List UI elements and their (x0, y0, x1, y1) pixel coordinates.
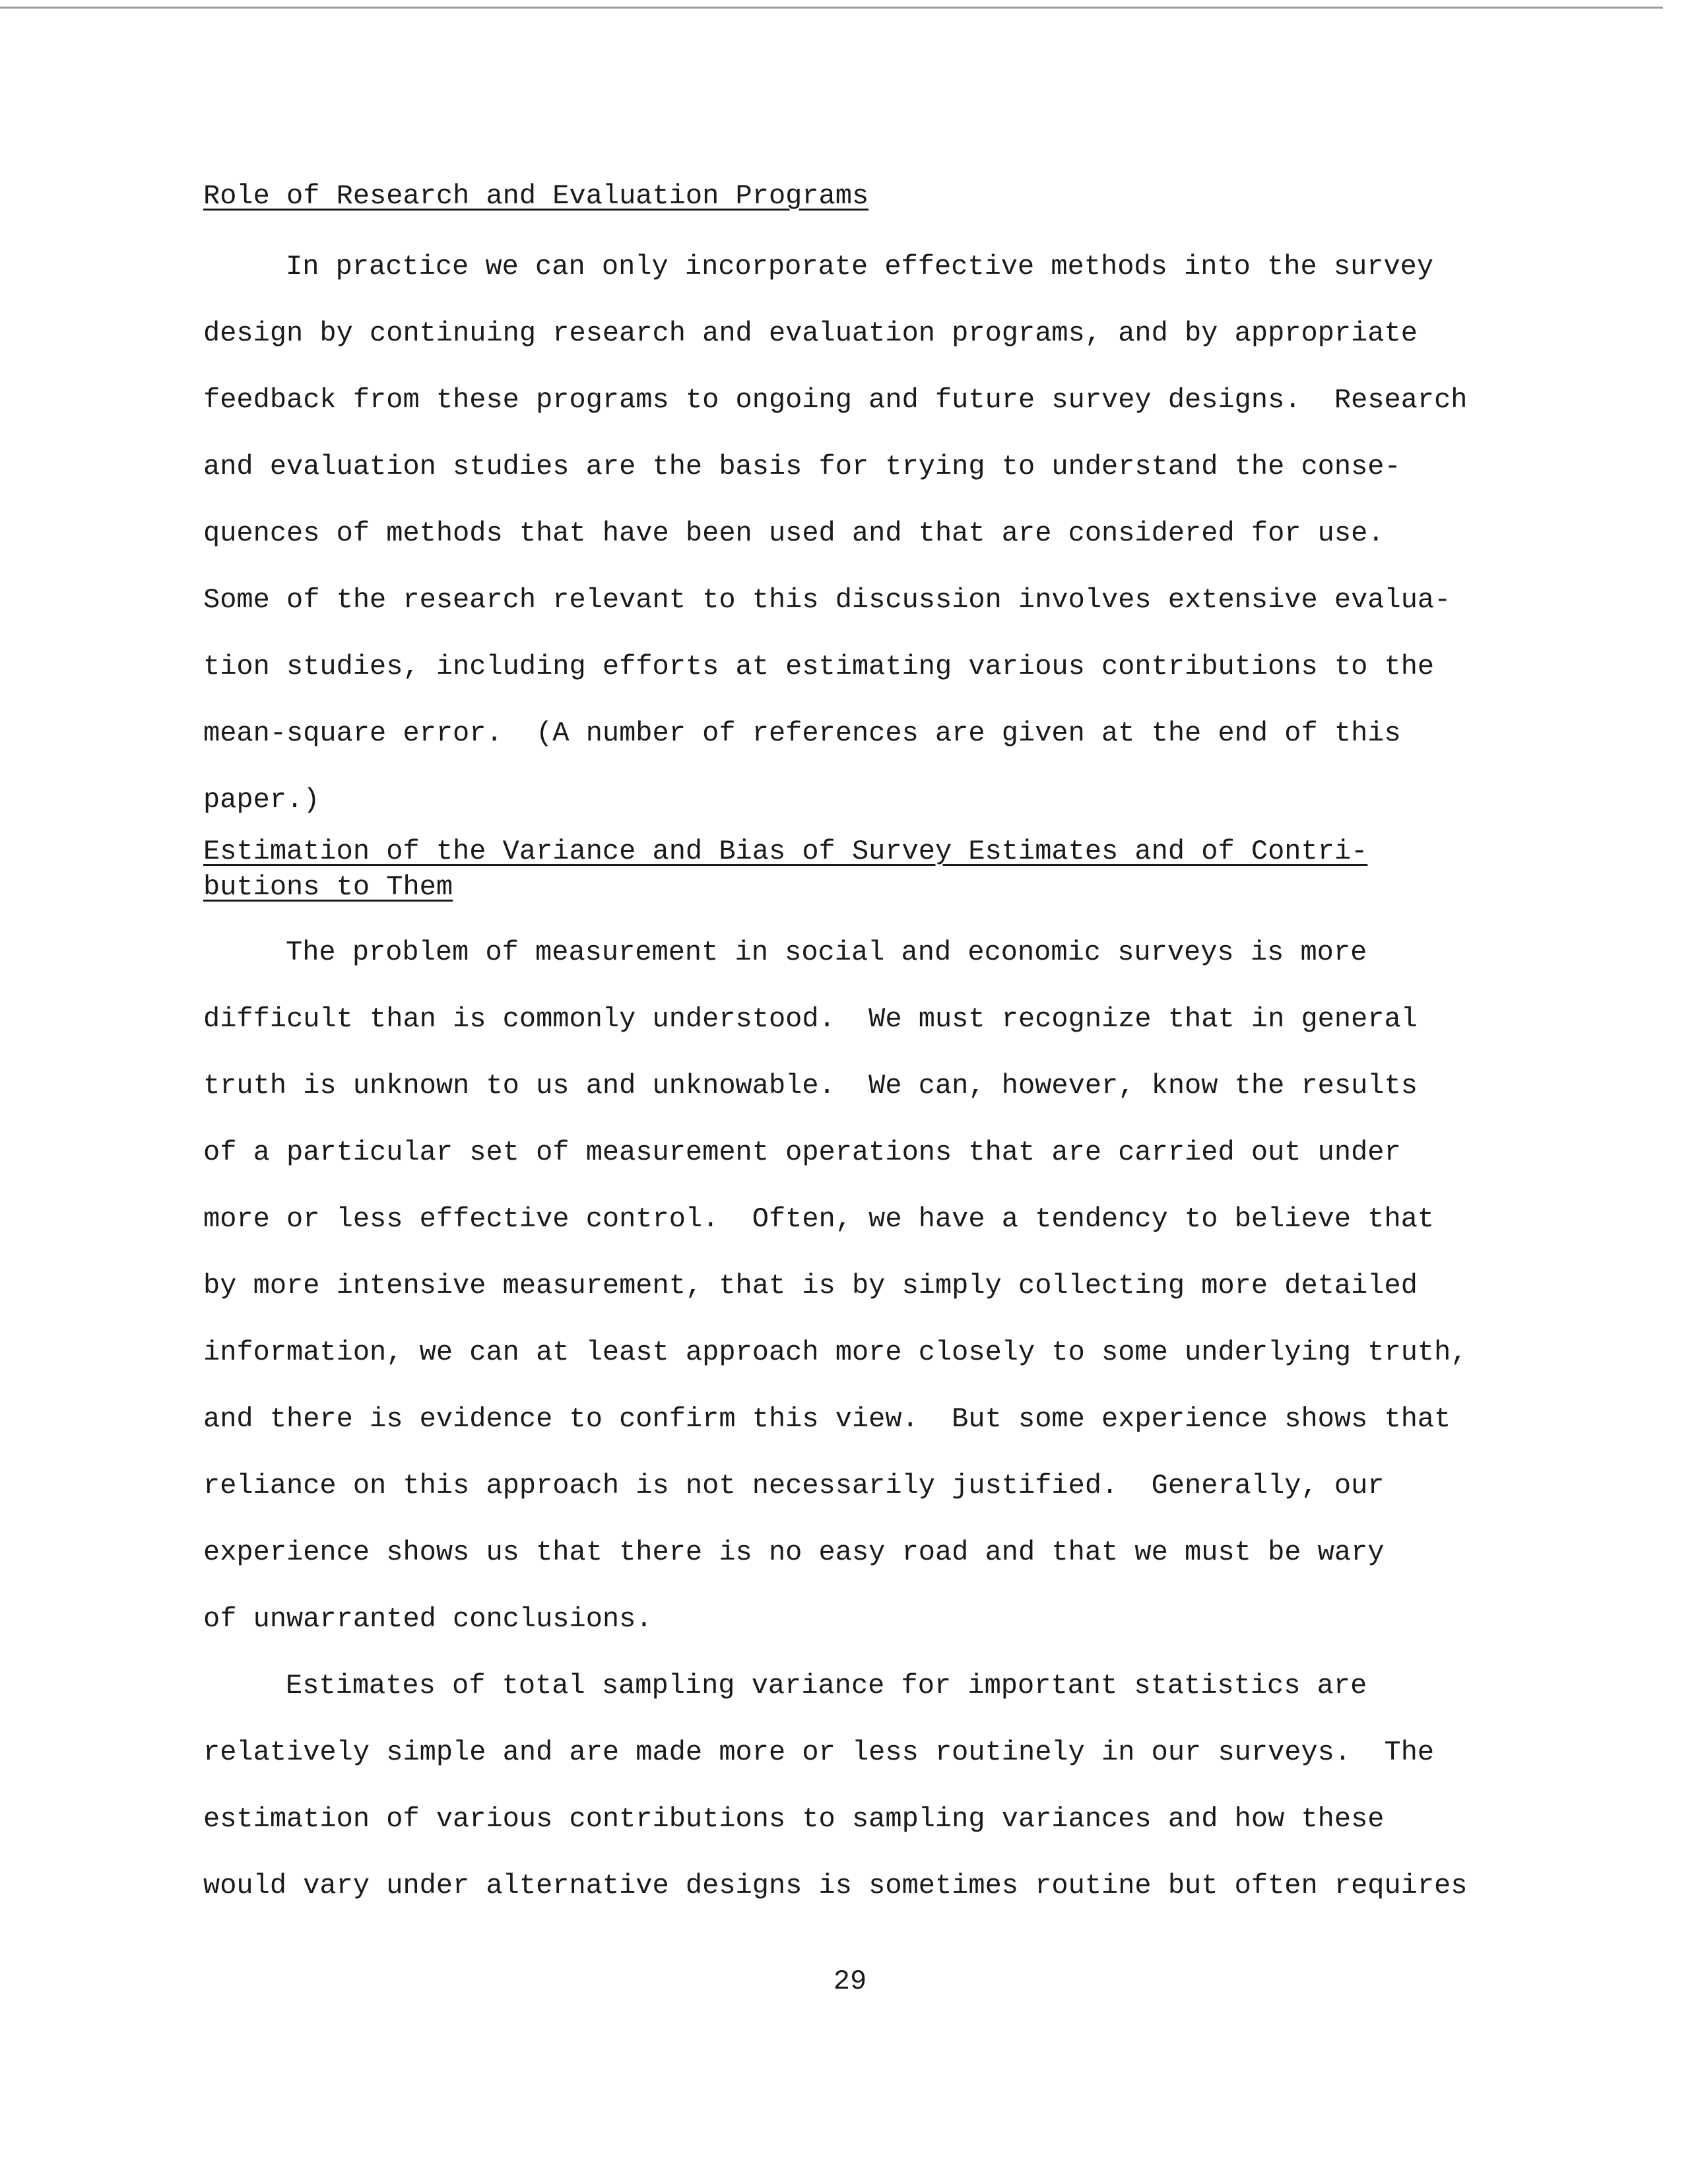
text-line: reliance on this approach is not necessarily justified. Generally, our (203, 1470, 1385, 1502)
paragraph-sampling-variance (203, 1653, 1490, 1919)
text-line: more or less effective control. Often, we have a tendency to believe that (203, 1203, 1435, 1235)
section-heading-line: butions to Them (203, 871, 453, 903)
section-heading-research-evaluation: Role of Research and Evaluation Programs (203, 180, 869, 212)
text-line: The problem of measurement in social and economic surveys is more (286, 937, 1367, 968)
text-line: mean-square error. (A number of references are given at the end of this (203, 717, 1401, 749)
text-line: Some of the research relevant to this discussion involves extensive evalua- (203, 584, 1451, 616)
text-line: tion studies, including efforts at estimating various contributions to the (203, 651, 1435, 682)
text-line: relatively simple and are made more or less routinely in our surveys. The (203, 1737, 1435, 1768)
text-line: estimation of various contributions to sampling variances and how these (203, 1803, 1385, 1835)
text-line: feedback from these programs to ongoing and future survey designs. Research (203, 384, 1468, 416)
text-line: experience shows us that there is no easy road and that we must be wary (203, 1537, 1385, 1568)
text-line: would vary under alternative designs is sometimes routine but often requires (203, 1870, 1468, 1902)
text-line: and there is evidence to confirm this view. But some experience shows that (203, 1403, 1451, 1435)
page-number: 29 (833, 1966, 867, 1997)
text-line: of unwarranted conclusions. (203, 1603, 653, 1635)
text-line: design by continuing research and evaluation programs, and by appropriate (203, 317, 1418, 349)
text-line: paper.) (203, 784, 320, 816)
top-rule (0, 7, 1663, 9)
text-line: quences of methods that have been used and that are considered for use. (203, 517, 1385, 549)
text-line: of a particular set of measurement operations that are carried out under (203, 1137, 1401, 1168)
document-body (203, 178, 1490, 1919)
text-line: information, we can at least approach more closely to some underlying truth, (203, 1337, 1468, 1368)
section-heading-line: Estimation of the Variance and Bias of Survey Estimates and of Contri- (203, 836, 1368, 867)
text-line: by more intensive measurement, that is by simply collecting more detailed (203, 1270, 1418, 1302)
text-line: In practice we can only incorporate effective methods into the survey (286, 251, 1434, 282)
text-line: and evaluation studies are the basis for trying to understand the conse- (203, 451, 1401, 482)
text-line: truth is unknown to us and unknowable. We can, however, know the results (203, 1070, 1418, 1102)
paragraph-research-evaluation (203, 234, 1490, 834)
text-line: difficult than is commonly understood. We must recognize that in general (203, 1003, 1418, 1035)
text-line: Estimates of total sampling variance for important statistics are (286, 1670, 1367, 1702)
section-heading-variance-bias (203, 834, 1490, 905)
paragraph-measurement-problem (203, 919, 1490, 1653)
